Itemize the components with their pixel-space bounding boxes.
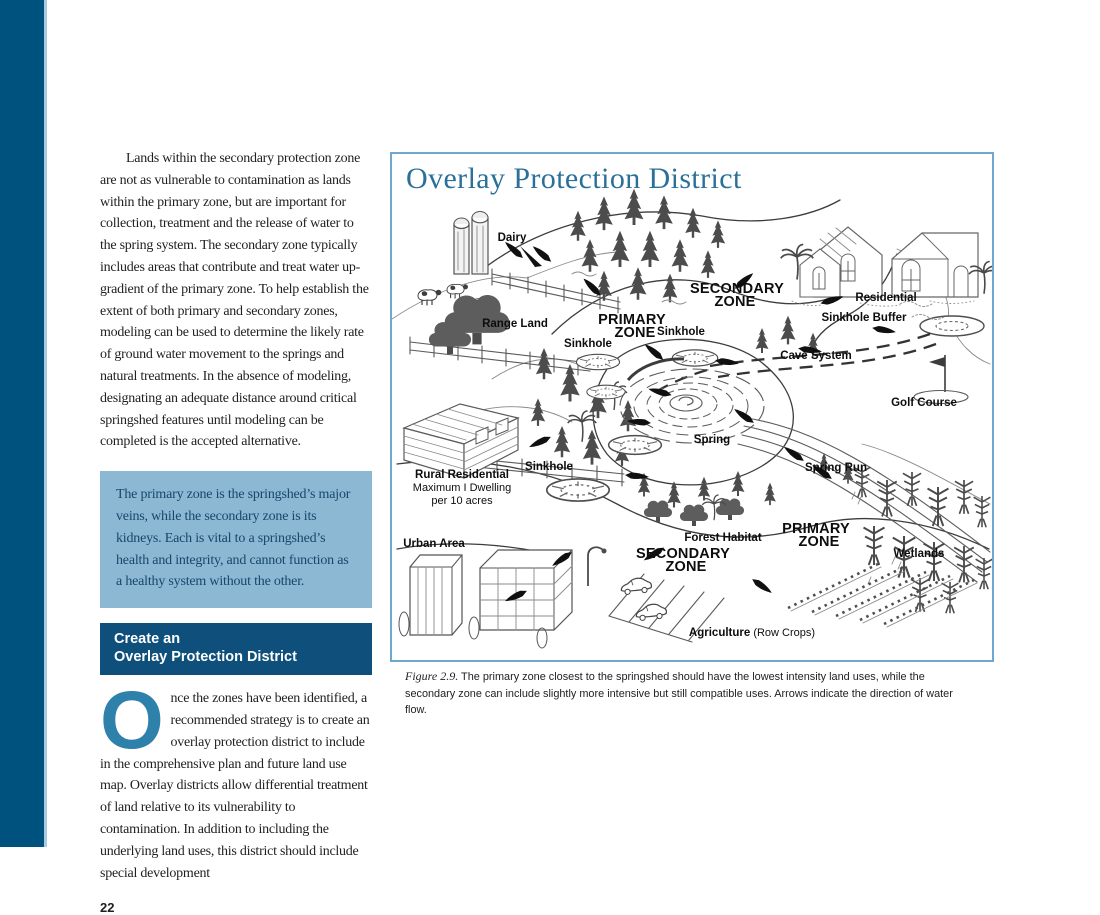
figure-caption-label: Figure 2.9. bbox=[405, 669, 459, 683]
label-secondary-zone-bottom-1: SECONDARY bbox=[636, 546, 730, 562]
left-accent-bar bbox=[0, 0, 47, 847]
wetlands-trees bbox=[852, 466, 992, 613]
label-spring-run: Spring Run bbox=[805, 462, 867, 474]
label-primary-zone-bottom-2: ZONE bbox=[798, 534, 840, 550]
label-primary-zone-bottom-1: PRIMARY bbox=[782, 521, 850, 537]
dropcap-O: O bbox=[100, 675, 164, 767]
figure-box bbox=[390, 152, 994, 662]
label-golf-course: Golf Course bbox=[891, 397, 957, 409]
label-rural-sub1: Maximum I Dwelling bbox=[412, 482, 512, 494]
paragraph-secondary-zone: Lands within the secondary protection zone are not as vulnerable to contamination as lands within the primary zone, but are important for collection, treatment and the release of water to the spring system. The secondary zone typically includes areas that contribute and treat water up-gradient of the primary zone. To help establish the extent of both primary and secondary zones, modeling can be used to determine the likely rate of ground water movement to the springs and natural treatments. In the absence of modeling, designating an adequate distance around critical springshed features until modeling can be completed is the accepted alternative. bbox=[100, 151, 369, 450]
figure-title: Overlay Protection District bbox=[406, 162, 742, 195]
label-sinkhole-right: Sinkhole bbox=[657, 326, 705, 338]
springshed-illustration bbox=[392, 154, 992, 660]
label-forest-habitat: Forest Habitat bbox=[684, 532, 762, 544]
paragraph-create-district-text: nce the zones have been identified, a recommended strategy is to create an overlay protection district to include in the comprehensive plan and future land use map. Overlay districts allow differential treatment of land relative to its vulnerability to contamination. In addition to including the underlying land uses, this district should include special development bbox=[100, 691, 370, 881]
label-secondary-zone-top-2: ZONE bbox=[714, 294, 756, 310]
label-dairy: Dairy bbox=[497, 232, 527, 244]
dairy-silos bbox=[454, 212, 488, 275]
label-secondary-zone-bottom-2: ZONE bbox=[665, 559, 707, 575]
label-range-land: Range Land bbox=[482, 318, 548, 330]
figure-caption bbox=[405, 668, 975, 719]
label-urban-area: Urban Area bbox=[403, 538, 465, 550]
spring-run bbox=[738, 418, 990, 582]
paragraph-create-district bbox=[100, 675, 372, 884]
label-primary-zone-top-1: PRIMARY bbox=[598, 312, 666, 328]
row-crops bbox=[788, 564, 977, 627]
callout-box bbox=[100, 471, 372, 608]
left-column bbox=[100, 148, 372, 915]
label-spring: Spring bbox=[693, 434, 731, 446]
callout-text: The primary zone is the springshed’s major veins, while the secondary zone is its kidneys. Each is vital to a springshed’s health and integrity, and cannot function as a healthy system without the other. bbox=[116, 487, 351, 590]
label-agriculture: Agriculture (Row Crops) bbox=[688, 627, 816, 639]
label-sinkhole-buffer: Sinkhole Buffer bbox=[821, 312, 907, 324]
section-header-line2: Overlay Protection District bbox=[114, 649, 297, 666]
label-sinkhole-bottom: Sinkhole bbox=[525, 461, 573, 473]
page-number: 22 bbox=[100, 900, 115, 915]
rural-house bbox=[404, 404, 518, 478]
label-residential: Residential bbox=[855, 292, 917, 304]
section-header-line1: Create an bbox=[114, 631, 181, 648]
label-wetlands: Wetlands bbox=[893, 548, 945, 560]
label-cave-system: Cave System bbox=[780, 350, 852, 362]
label-primary-zone-top-2: ZONE bbox=[614, 325, 656, 341]
figure-caption-text: The primary zone closest to the springshed should have the lowest intensity land uses, while the secondary zone can include slightly more intensive but still compatible uses. Arrows indicate the direction of water flow. bbox=[405, 671, 953, 717]
spring bbox=[620, 359, 764, 443]
section-header bbox=[100, 623, 372, 675]
label-secondary-zone-top-1: SECONDARY bbox=[690, 281, 784, 297]
label-rural-sub2: per 10 acres bbox=[431, 495, 493, 507]
label-sinkhole-left: Sinkhole bbox=[564, 338, 612, 350]
label-rural-residential: Rural Residential bbox=[415, 469, 509, 481]
